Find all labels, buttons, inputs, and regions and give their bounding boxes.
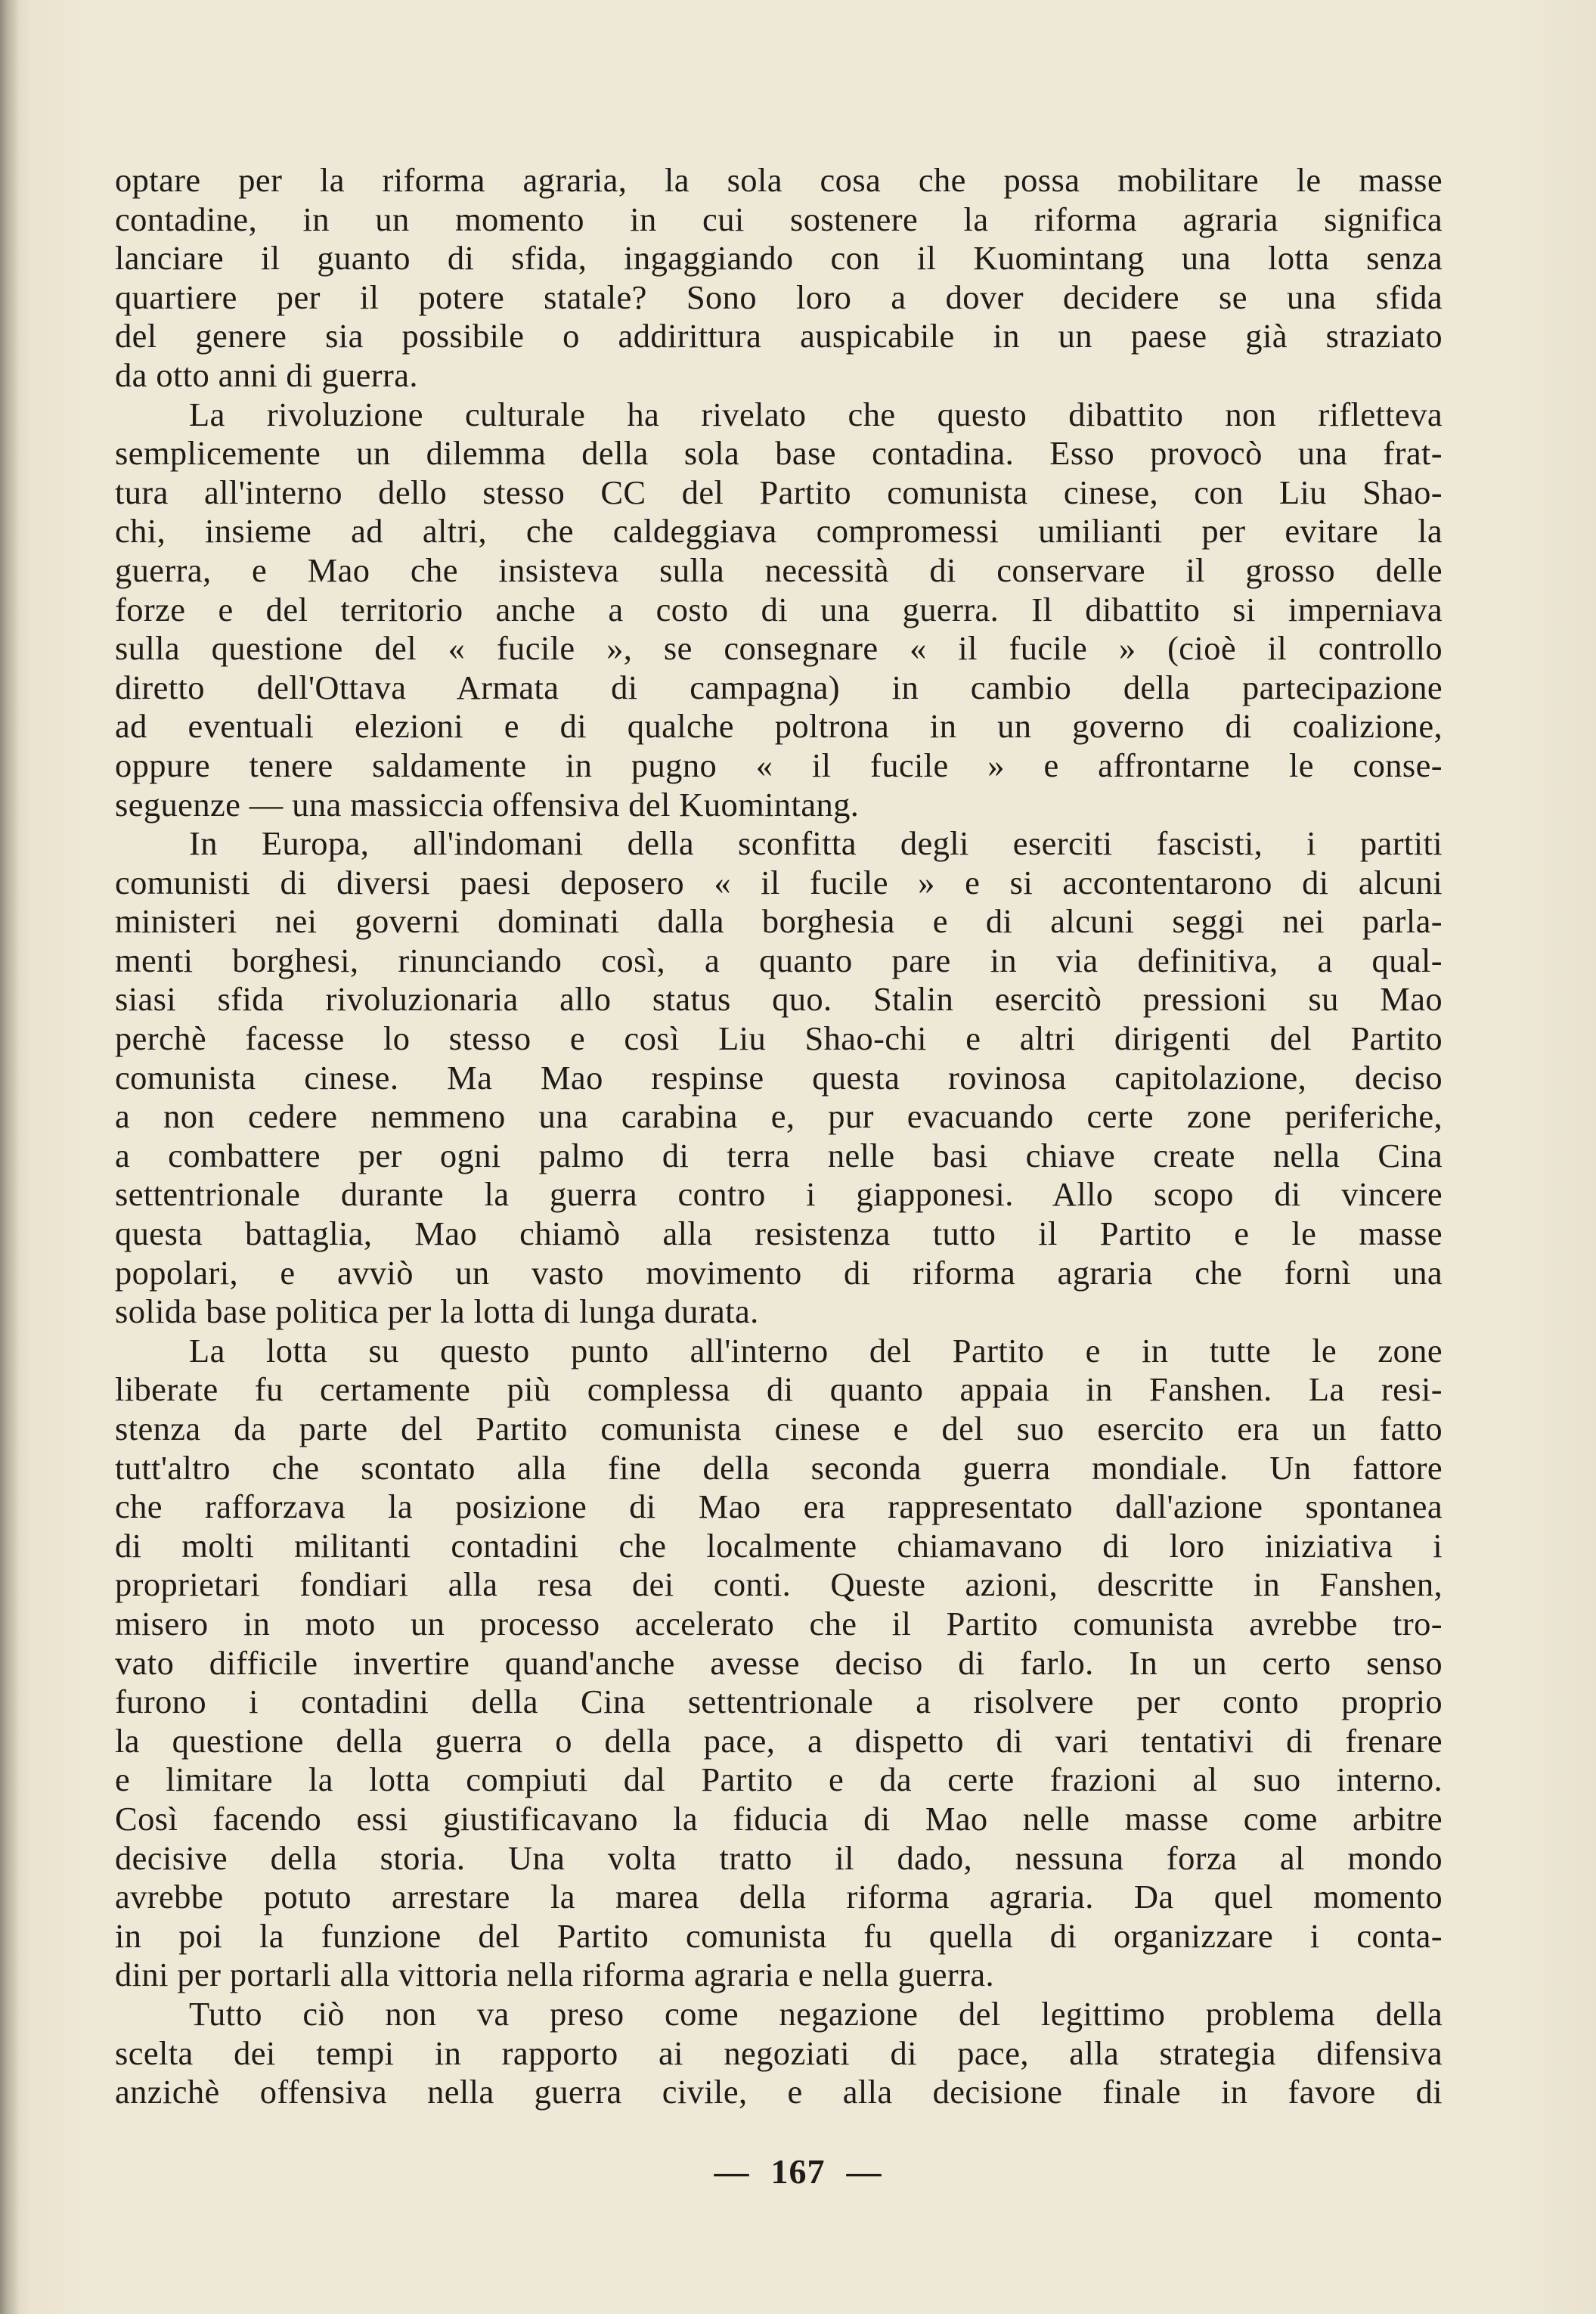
text-line: solida base politica per la lotta di lunga durata. — [115, 1292, 759, 1331]
text-line: questa battaglia, Mao chiamò alla resistenza tutto il Partito e le masse — [115, 1214, 1443, 1253]
text-line: vato difficile invertire quand'anche avesse deciso di farlo. In un certo senso — [115, 1643, 1443, 1682]
text-line: quartiere per il potere statale? Sono loro a dover decidere se una sfida — [115, 278, 1443, 316]
text-line: perchè facesse lo stesso e così Liu Shao-chi e altri dirigenti del Partito — [115, 1019, 1443, 1058]
text-line: Tutto ciò non va preso come negazione del legittimo problema della — [189, 1994, 1443, 2033]
text-line: siasi sfida rivoluzionaria allo status quo. Stalin esercitò pressioni su Mao — [115, 980, 1443, 1019]
text-line: la questione della guerra o della pace, a dispetto di vari tentativi di frenare — [115, 1721, 1443, 1760]
text-line: La lotta su questo punto all'interno del Partito e in tutte le zone — [189, 1331, 1443, 1369]
text-line: semplicemente un dilemma della sola base contadina. Esso provocò una frat- — [115, 434, 1443, 473]
text-line: scelta dei tempi in rapporto ai negoziati di pace, alla strategia difensiva — [115, 2033, 1443, 2072]
text-line: oppure tenere saldamente in pugno « il fucile » e affrontarne le conse- — [115, 746, 1443, 784]
text-line: misero in moto un processo accelerato che il Partito comunista avrebbe tro- — [115, 1604, 1443, 1642]
text-line: liberate fu certamente più complessa di quanto appaia in Fanshen. La resi- — [115, 1370, 1443, 1409]
text-line: dini per portarli alla vittoria nella riforma agraria e nella guerra. — [115, 1956, 995, 1994]
text-line: contadine, in un momento in cui sostenere la riforma agraria significa — [115, 200, 1443, 238]
text-line: La rivoluzione culturale ha rivelato che questo dibattito non rifletteva — [189, 395, 1443, 433]
text-line: ad eventuali elezioni e di qualche poltrona in un governo di coalizione, — [115, 707, 1443, 746]
text-line: comunisti di diversi paesi deposero « il fucile » e si accontentarono di alcuni — [115, 863, 1443, 901]
text-line: ministeri nei governi dominati dalla borghesia e di alcuni seggi nei parla- — [115, 902, 1443, 941]
text-line: tutt'altro che scontato alla fine della seconda guerra mondiale. Un fattore — [115, 1448, 1443, 1487]
page-number — [0, 2151, 1596, 2191]
text-line: chi, insieme ad altri, che caldeggiava compromessi umilianti per evitare la — [115, 512, 1443, 551]
text-line: in poi la funzione del Partito comunista fu quella di organizzare i conta- — [115, 1916, 1443, 1955]
page-number-value: 167 — [770, 2152, 826, 2191]
text-line: stenza da parte del Partito comunista cinese e del suo esercito era un fatto — [115, 1410, 1443, 1447]
text-line: furono i contadini della Cina settentrionale a risolvere per conto proprio — [115, 1683, 1443, 1721]
body-text — [115, 161, 1443, 2112]
text-line: lanciare il guanto di sfida, ingaggiando con il Kuomintang una lotta senza — [115, 239, 1443, 278]
text-line: Così facendo essi giustificavano la fiducia di Mao nelle masse come arbitre — [115, 1799, 1443, 1838]
text-line: di molti militanti contadini che localmente chiamavano di loro iniziativa i — [115, 1526, 1443, 1565]
text-line: settentrionale durante la guerra contro i giapponesi. Allo scopo di vincere — [115, 1175, 1443, 1214]
text-line: anzichè offensiva nella guerra civile, e alla decisione finale in favore di — [115, 2073, 1443, 2111]
text-line: a combattere per ogni palmo di terra nelle basi chiave create nella Cina — [115, 1136, 1443, 1174]
text-line: avrebbe potuto arrestare la marea della riforma agraria. Da quel momento — [115, 1878, 1443, 1916]
text-line: diretto dell'Ottava Armata di campagna) in cambio della partecipazione — [115, 668, 1443, 706]
folio-dash-left: — — [714, 2152, 750, 2191]
text-line: comunista cinese. Ma Mao respinse questa rovinosa capitolazione, deciso — [115, 1058, 1443, 1097]
text-line: sulla questione del « fucile », se consegnare « il fucile » (cioè il controllo — [115, 629, 1443, 668]
text-line: da otto anni di guerra. — [115, 355, 418, 394]
text-line: che rafforzava la posizione di Mao era rappresentato dall'azione spontanea — [115, 1487, 1443, 1526]
text-line: a non cedere nemmeno una carabina e, pur evacuando certe zone periferiche, — [115, 1097, 1443, 1136]
text-line: In Europa, all'indomani della sconfitta degli eserciti fascisti, i partiti — [189, 824, 1443, 863]
text-line: del genere sia possibile o addirittura auspicabile in un paese già straziato — [115, 317, 1443, 355]
text-line: menti borghesi, rinunciando così, a quanto pare in via definitiva, a qual- — [115, 941, 1443, 979]
text-line: optare per la riforma agraria, la sola cosa che possa mobilitare le masse — [115, 161, 1443, 199]
text-line: proprietari fondiari alla resa dei conti. Queste azioni, descritte in Fanshen, — [115, 1565, 1443, 1604]
text-line: popolari, e avviò un vasto movimento di riforma agraria che fornì una — [115, 1253, 1443, 1292]
text-line: forze e del territorio anche a costo di una guerra. Il dibattito si imperniava — [115, 590, 1443, 628]
text-line: e limitare la lotta compiuti dal Partito e da certe frazioni al suo interno. — [115, 1760, 1443, 1799]
folio-dash-right: — — [846, 2152, 882, 2191]
text-line: seguenze — una massiccia offensiva del Kuomintang. — [115, 785, 860, 824]
text-line: tura all'interno dello stesso CC del Partito comunista cinese, con Liu Shao- — [115, 473, 1443, 511]
text-line: guerra, e Mao che insisteva sulla necessità di conservare il grosso delle — [115, 551, 1443, 589]
text-line: decisive della storia. Una volta tratto il dado, nessuna forza al mondo — [115, 1838, 1443, 1877]
